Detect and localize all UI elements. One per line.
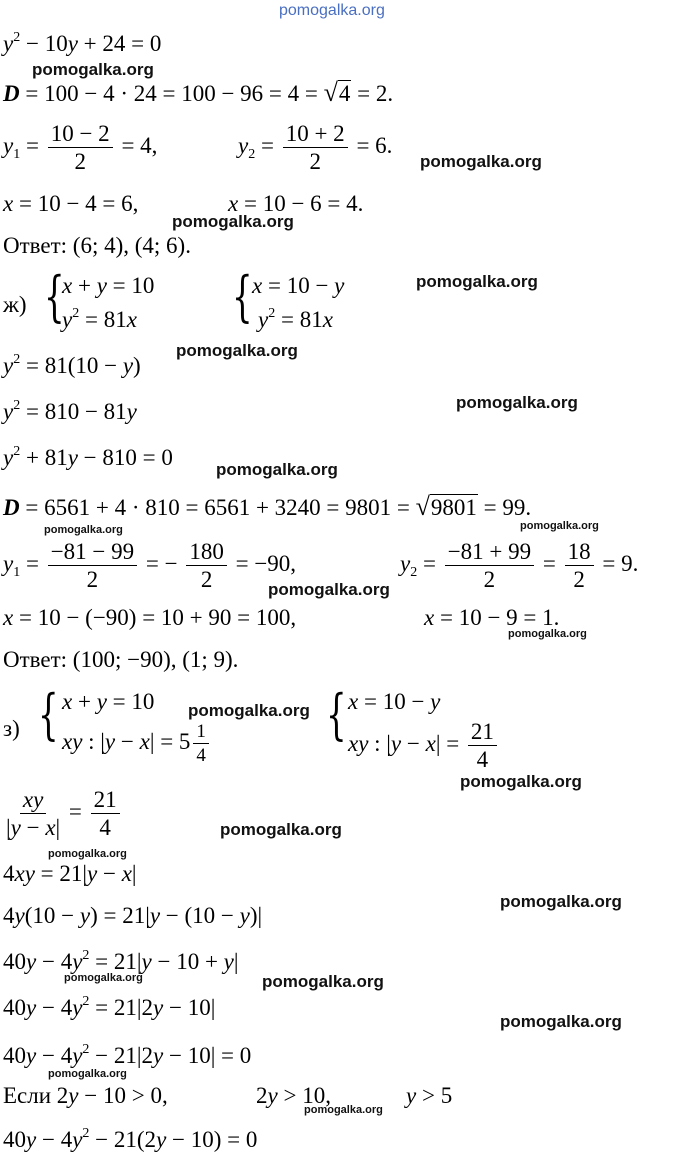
system-line: x + y = 10 bbox=[62, 689, 155, 714]
watermark: pomogalka.org bbox=[188, 701, 310, 720]
system-line: $y^2 = 81x$ bbox=[258, 306, 333, 332]
answer-line: Ответ: (6; 4), (4; 6). bbox=[3, 233, 191, 258]
system-brace: { bbox=[38, 683, 59, 746]
x-values-line: x = 10 − (−90) = 10 + 90 = 100, bbox=[3, 605, 297, 630]
watermark: pomogalka.org bbox=[500, 892, 622, 911]
discriminant-line: D = 100 − 4 · 24 = 100 − 96 = 4 = √4 = 2. bbox=[3, 78, 394, 107]
equation-line: $40y - 4y^2 - 21(2y - 10) = 0$ bbox=[3, 1126, 258, 1152]
watermark: pomogalka.org bbox=[304, 1104, 383, 1116]
equation-line: $y^2 - 10y + 24 = 0$ bbox=[3, 30, 162, 56]
system-line: xy : |y − x| = $\frac{21}{4}$ bbox=[348, 720, 500, 771]
system-brace: { bbox=[232, 265, 253, 328]
roots-line: $y_2$ = $\frac{-81 + 99}{2}$ = $\frac{18}{2}$ = 9. bbox=[400, 539, 639, 592]
x-values-line: x = 10 − 9 = 1. bbox=[424, 605, 560, 630]
watermark: pomogalka.org bbox=[508, 628, 587, 640]
roots-line: $y_1$ = $\frac{-81 - 99}{2}$ = − $\frac{180}{2}$ = −90, bbox=[3, 539, 297, 592]
x-values-line: x = 10 − 6 = 4. bbox=[228, 191, 364, 216]
watermark: pomogalka.org bbox=[220, 820, 342, 839]
system-line: x = 10 − y bbox=[348, 689, 441, 714]
system-line: xy : |y − x| = 5 $\frac{1}{4}$ bbox=[62, 722, 212, 765]
equation-line: 4y(10 − y) = 21|y − (10 − y)| bbox=[3, 903, 263, 928]
condition-line: Если 2y − 10 > 0, bbox=[3, 1083, 168, 1108]
watermark: pomogalka.org bbox=[500, 1012, 622, 1031]
system-line: x + y = 10 bbox=[62, 273, 155, 298]
watermark: pomogalka.org bbox=[48, 848, 127, 860]
equation-line: $40y - 4y^2 = 21|2y - 10|$ bbox=[3, 994, 216, 1020]
equation-line: $40y - 4y^2 = 21|y - 10 + y|$ bbox=[3, 948, 239, 974]
watermark: pomogalka.org bbox=[460, 772, 582, 791]
watermark: pomogalka.org bbox=[176, 341, 298, 360]
equation-line: $y^2 = 810 - 81y$ bbox=[3, 398, 137, 424]
equation-line: $40y - 4y^2 - 21|2y - 10| = 0$ bbox=[3, 1042, 252, 1068]
equation-line: $y^2 + 81y - 810 = 0$ bbox=[3, 444, 173, 470]
watermark: pomogalka.org bbox=[216, 460, 338, 479]
equation-line: 4xy = 21|y − x| bbox=[3, 861, 137, 886]
system-brace: { bbox=[44, 265, 65, 328]
watermark: pomogalka.org bbox=[420, 152, 542, 171]
watermark: pomogalka.org bbox=[268, 580, 390, 599]
condition-line: 2y > 10, bbox=[256, 1083, 331, 1108]
equation-line: $\frac{xy}{|y - x|}$ = $\frac{21}{4}$ bbox=[3, 788, 123, 839]
watermark: pomogalka.org bbox=[64, 972, 143, 984]
condition-line: y > 5 bbox=[406, 1083, 453, 1108]
roots-line: $y_2$ = $\frac{10 + 2}{2}$ = 6. bbox=[238, 121, 393, 174]
watermark: pomogalka.org bbox=[48, 1068, 127, 1080]
discriminant-line: D = 6561 + 4 · 810 = 6561 + 3240 = 9801 = √9801 = 99. bbox=[3, 492, 532, 521]
system-line: x = 10 − y bbox=[252, 273, 345, 298]
watermark: pomogalka.org bbox=[456, 393, 578, 412]
watermark: pomogalka.org bbox=[32, 60, 154, 79]
answer-line: Ответ: (100; −90), (1; 9). bbox=[3, 647, 239, 672]
watermark: pomogalka.org bbox=[172, 212, 294, 231]
system-brace: { bbox=[326, 683, 347, 746]
site-header-watermark: pomogalka.org bbox=[279, 2, 385, 19]
part-label: ж) bbox=[3, 292, 27, 317]
x-values-line: x = 10 − 4 = 6, bbox=[3, 191, 139, 216]
system-line: $y^2 = 81x$ bbox=[62, 306, 137, 332]
part-label: з) bbox=[3, 716, 20, 741]
equation-line: $y^2 = 81(10 - y)$ bbox=[3, 352, 141, 378]
watermark: pomogalka.org bbox=[44, 524, 123, 536]
roots-line: $y_1$ = $\frac{10 - 2}{2}$ = 4, bbox=[3, 121, 158, 174]
watermark: pomogalka.org bbox=[520, 520, 599, 532]
watermark: pomogalka.org bbox=[416, 272, 538, 291]
watermark: pomogalka.org bbox=[262, 972, 384, 991]
